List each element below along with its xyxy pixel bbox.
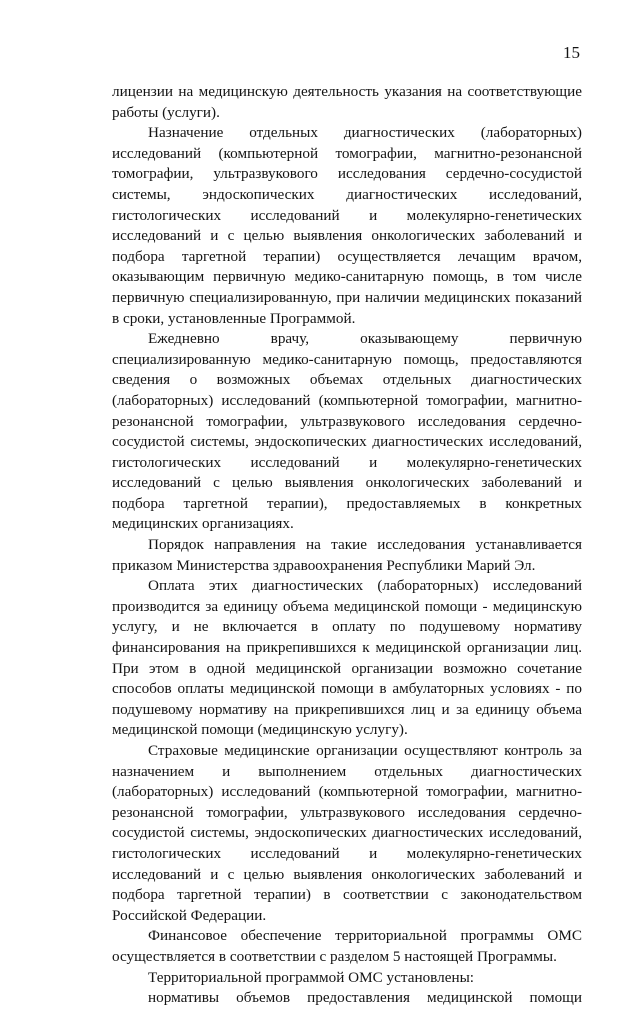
paragraph-diagnostic-assignment: Назначение отдельных диагностических (лабораторных) исследований (компьютерной томографии, магнитно-резонансной томографии, ультразвукового исследования сердечно-сосудистой системы, эндоскопических диагностических исследований, гистологических исследований и молекулярно-генетических исследований и с целью выявления онкологических заболеваний и подбора таргетной терапии) осуществляется лечащим врачом, оказывающим первичную медико-санитарную помощь, в том числе первичную специализированную, при наличии медицинских показаний в сроки, установленные Программой. [112, 124, 582, 327]
page-number: 15 [563, 43, 580, 62]
paragraph-payment: Оплата этих диагностических (лабораторных) исследований производится за единицу объема медицинской помощи - медицинскую услугу, и не включается в оплату по подушевому нормативу финансирования на прикрепившихся к медицинской организации лиц. При этом в одной медицинской организации возможно сочетание способов оплаты медицинской помощи в амбулаторных условиях - по подушевому нормативу на прикрепившихся лиц и за единицу объема медицинской помощи (медицинскую услугу). [112, 577, 582, 739]
paragraph-insurance-control: Страховые медицинские организации осуществляют контроль за назначением и выполнением отдельных диагностических (лабораторных) исследований (компьютерной томографии, магнитно-резонансной томографии, ультразвукового исследования сердечно-сосудистой системы, эндоскопических диагностических исследований, гистологических исследований и молекулярно-генетических исследований и с целью выявления онкологических заболеваний и подбора таргетной терапии) в соответствии с законодательством Российской Федерации. [112, 742, 582, 924]
paragraph-established-heading: Территориальной программой ОМС установлены: [148, 968, 475, 986]
paragraph-daily-information: Ежедневно врачу, оказывающему первичную специализированную медико-санитарную помощь, предоставляются сведения о возможных объемах отдельных диагностических (лабораторных) исследований (компьютерной томографии, магнитно-резонансной томографии, ультразвукового исследования сердечно-сосудистой системы, эндоскопических диагностических исследований, гистологических исследований и молекулярно-генетических исследований с целью выявления онкологических заболеваний и подбора таргетной терапии), предоставляемых в конкретных медицинских организациях. [112, 330, 582, 533]
document-body [112, 82, 582, 1009]
paragraph-volume-standards: нормативы объемов предоставления медицинской помощи [148, 989, 582, 1007]
paragraph-referral-procedure: Порядок направления на такие исследования устанавливается приказом Министерства здравоохранения Республики Марий Эл. [112, 536, 582, 574]
paragraph-financial-support: Финансовое обеспечение территориальной программы ОМС осуществляется в соответствии с разделом 5 настоящей Программы. [112, 927, 582, 965]
paragraph-license-continuation: лицензии на медицинскую деятельность указания на соответствующие работы (услуги). [112, 83, 582, 121]
